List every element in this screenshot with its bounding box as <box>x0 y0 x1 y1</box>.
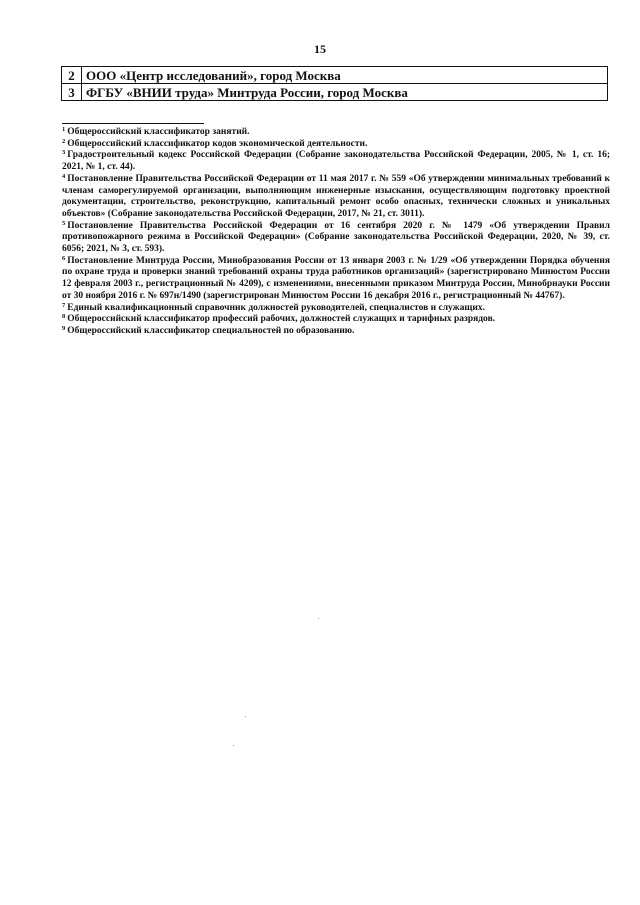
footnote <box>62 326 610 338</box>
footnote-text: Общероссийский классификатор профессий рабочих, должностей служащих и тарифных разрядов. <box>67 314 496 325</box>
scan-speck <box>233 745 234 746</box>
scan-speck <box>245 716 246 717</box>
footnote-text: Общероссийский классификатор кодов экономической деятельности. <box>67 138 368 149</box>
footnote-mark: 5 <box>62 219 66 227</box>
footnote-mark: 3 <box>62 149 66 157</box>
footnote <box>62 150 610 173</box>
footnote-text: Постановление Правительства Российской Федерации от 16 сентября 2020 г. № 1479 «Об утверждении Правил противопожарного режима в Российской Федерации» (Собрание законодательства Российской Федерации, 2020, № 39, ст. 6056; 2021, № 3, ст. 593). <box>62 220 610 255</box>
footnote-text: Общероссийский классификатор занятий. <box>67 127 250 137</box>
footnote-mark: 1 <box>62 126 66 133</box>
footnote-mark: 2 <box>62 137 66 145</box>
organization-name: ООО «Центр исследований», город Москва <box>82 67 608 84</box>
footnotes <box>62 127 610 338</box>
footnote <box>62 221 610 256</box>
footnote-mark: 7 <box>62 301 66 309</box>
footnote-text: Градостроительный кодекс Российской Федерации (Собрание законодательства Российской Федерации, 2005, № 1, ст. 16; 2021, № 1, ст. 44). <box>62 150 610 173</box>
footnote <box>62 174 610 221</box>
table-row <box>62 84 608 101</box>
footnote-text: Постановление Минтруда России, Минобразования России от 13 января 2003 г. № 1/29 «Об утверждении Порядка обучения по охране труда и проверки знаний требований охраны труда работников организаций» (зарегистрировано Минюстом России 12 февраля 2003 г., регистрационный № 4209), с изменениями, внесенными приказом Минтруда России, Минобрнауки России от 30 ноября 2016 г. № 697н/1490 (зарегистрирован Минюстом России 16 декабря 2016 г., регистрационный № 44767). <box>62 255 610 301</box>
footnote-mark: 9 <box>62 324 66 332</box>
table-row <box>62 67 608 84</box>
organizations-table <box>61 66 608 101</box>
footnote <box>62 256 610 303</box>
row-number: 2 <box>62 67 82 84</box>
page-number: 15 <box>314 42 326 56</box>
footnote-text: Общероссийский классификатор специальностей по образованию. <box>67 325 355 336</box>
footnote-mark: 4 <box>62 172 66 180</box>
footnote <box>62 127 610 139</box>
footnote-mark: 8 <box>62 313 66 321</box>
footnote-text: Постановление Правительства Российской Федерации от 11 мая 2017 г. № 559 «Об утверждении минимальных требований к членам саморегулируемой организации, выполняющим инженерные изыскания, осуществляющим подготовку проектной документации, строительство, реконструкцию, капитальный ремонт особо опасных, технически сложных и уникальных объектов» (Собрание законодательства Российской Федерации, 2017, № 21, ст. 3011). <box>62 173 610 219</box>
footnote <box>62 139 610 151</box>
footnote-separator <box>62 123 204 124</box>
footnote-mark: 6 <box>62 254 66 262</box>
organization-name: ФГБУ «ВНИИ труда» Минтруда России, город Москва <box>82 84 608 101</box>
footnote-text: Единый квалификационный справочник должностей руководителей, специалистов и служащих. <box>67 302 485 313</box>
scan-speck <box>318 618 319 619</box>
footnote <box>62 314 610 326</box>
footnote <box>62 303 610 315</box>
row-number: 3 <box>62 84 82 101</box>
